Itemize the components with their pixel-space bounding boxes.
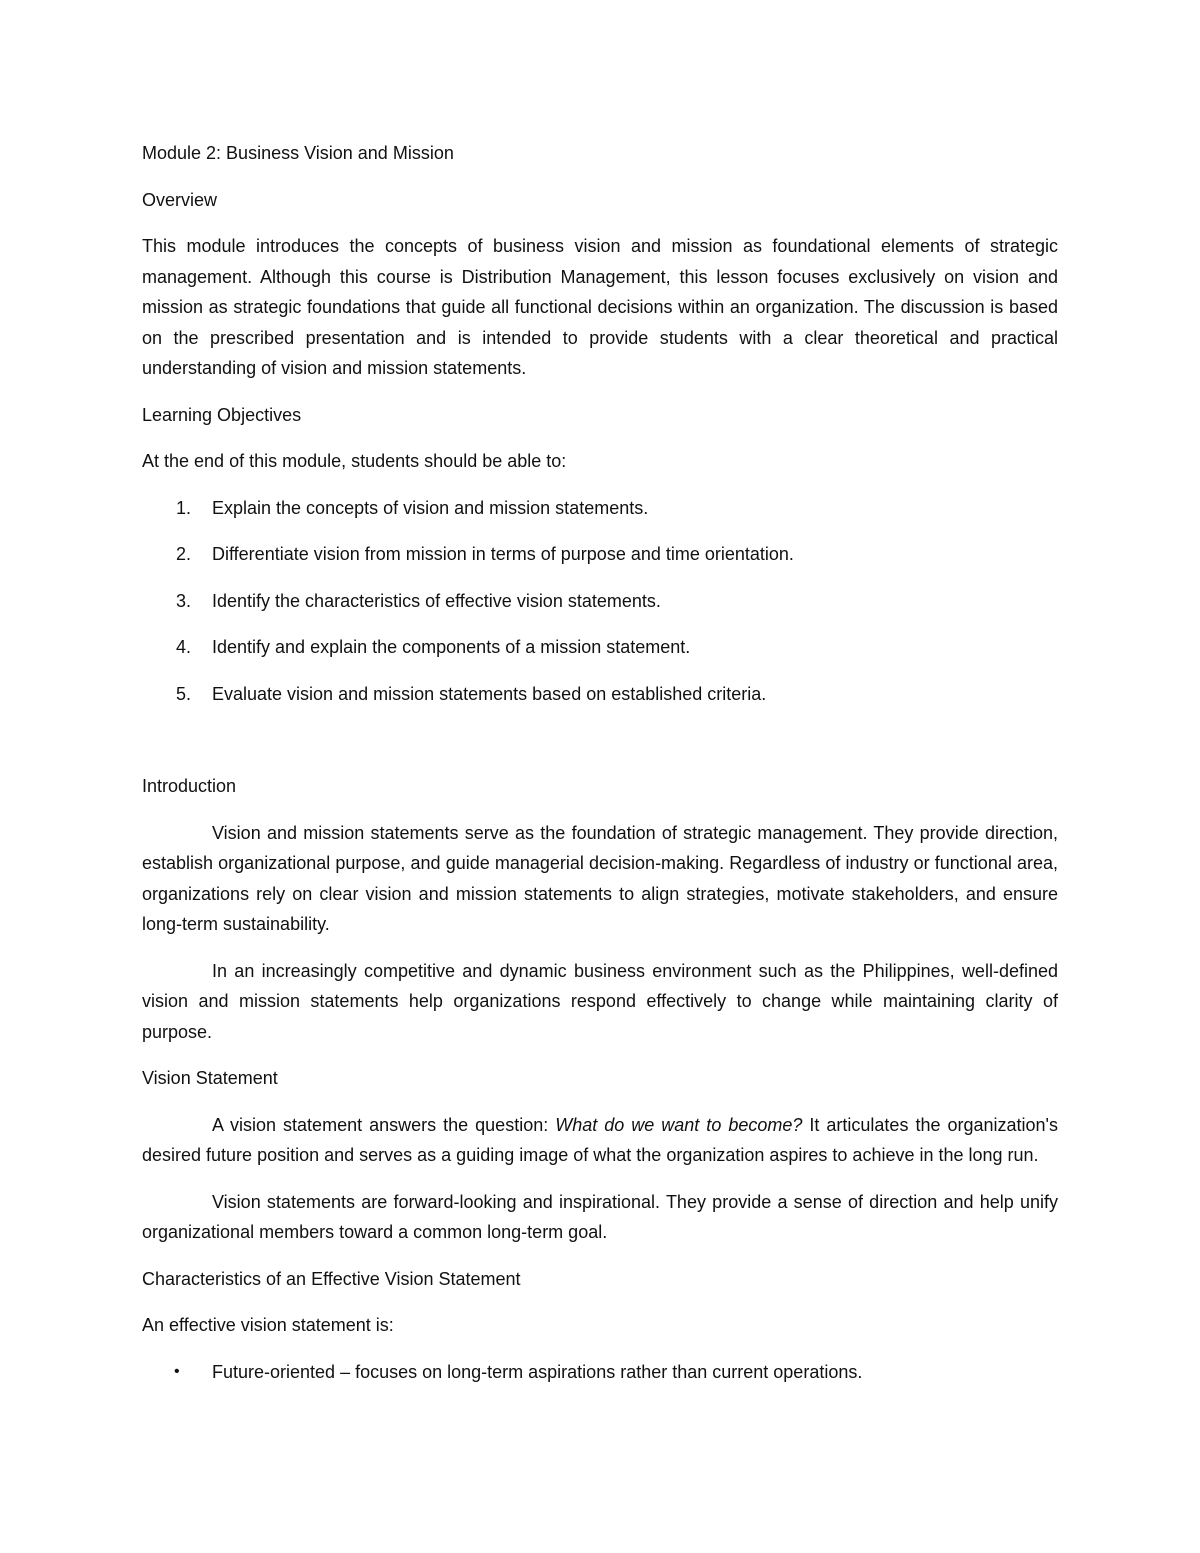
characteristics-lead: An effective vision statement is:: [142, 1315, 394, 1335]
vision-question: What do we want to become?: [555, 1114, 803, 1135]
document-page: [142, 138, 1058, 1387]
vision-paragraph-2: Vision statements are forward-looking and inspirational. They provide a sense of direction and help unify organizational members toward a common long-term goal.: [142, 1191, 1058, 1242]
objectives-heading: Learning Objectives: [142, 404, 302, 425]
objective-number: 1.: [176, 497, 192, 518]
objective-item: [142, 679, 1058, 710]
objective-text: Differentiate vision from mission in terms of purpose and time orientation.: [212, 544, 794, 564]
objective-text: Identify the characteristics of effective vision statements.: [212, 590, 661, 611]
objective-number: 2.: [176, 544, 192, 564]
objective-number: 4.: [176, 637, 192, 657]
introduction-paragraph-2: In an increasingly competitive and dynamic business environment such as the Philippines, well-defined vision and mission statements help organizations respond effectively to change while maintaining clarity of purpose.: [142, 960, 1058, 1042]
objectives-list: [142, 493, 1058, 710]
characteristics-list: [142, 1357, 1058, 1388]
objective-text: Explain the concepts of vision and mission statements.: [212, 497, 649, 518]
module-title: Module 2: Business Vision and Mission: [142, 143, 454, 163]
characteristic-item: [142, 1357, 1058, 1388]
introduction-paragraph-1: Vision and mission statements serve as the foundation of strategic management. They provide direction, establish organizational purpose, and guide managerial decision-making. Regardless of industry or functional area, organizations rely on clear vision and mission statements to align strategies, motivate stakeholders, and ensure long-term sustainability.: [142, 822, 1058, 934]
objective-item: [142, 586, 1058, 617]
objectives-lead: At the end of this module, students should be able to:: [142, 451, 567, 471]
characteristics-heading: Characteristics of an Effective Vision Statement: [142, 1268, 521, 1289]
bullet-icon: •: [174, 1362, 180, 1380]
introduction-heading: Introduction: [142, 776, 237, 796]
objective-item: [142, 539, 1058, 570]
overview-heading: Overview: [142, 189, 218, 210]
vision-heading: Vision Statement: [142, 1068, 278, 1088]
objective-number: 3.: [176, 590, 192, 611]
vision-p1-text-after: It articulates the organization's desired future position and serves as a guiding image of what the organization aspires to achieve in the long run.: [142, 1114, 1058, 1165]
overview-paragraph: This module introduces the concepts of business vision and mission as foundational elements of strategic management. Although this course is Distribution Management, this lesson focuses exclusively on vision and mission as strategic foundations that guide all functional decisions within an organization. The discussion is based on the prescribed presentation and is intended to provide students with a clear theoretical and practical understanding of vision and mission statements.: [142, 236, 1058, 378]
objective-number: 5.: [176, 683, 192, 704]
objective-item: [142, 493, 1058, 524]
section-spacer: [142, 725, 1058, 771]
vision-paragraph-1: [142, 1110, 1058, 1171]
characteristic-text: Future-oriented – focuses on long-term aspirations rather than current operations.: [212, 1361, 863, 1382]
objective-text: Evaluate vision and mission statements based on established criteria.: [212, 683, 767, 704]
vision-p1-text-before: A vision statement answers the question:: [212, 1114, 556, 1135]
objective-item: [142, 632, 1058, 663]
objective-text: Identify and explain the components of a mission statement.: [212, 637, 691, 657]
